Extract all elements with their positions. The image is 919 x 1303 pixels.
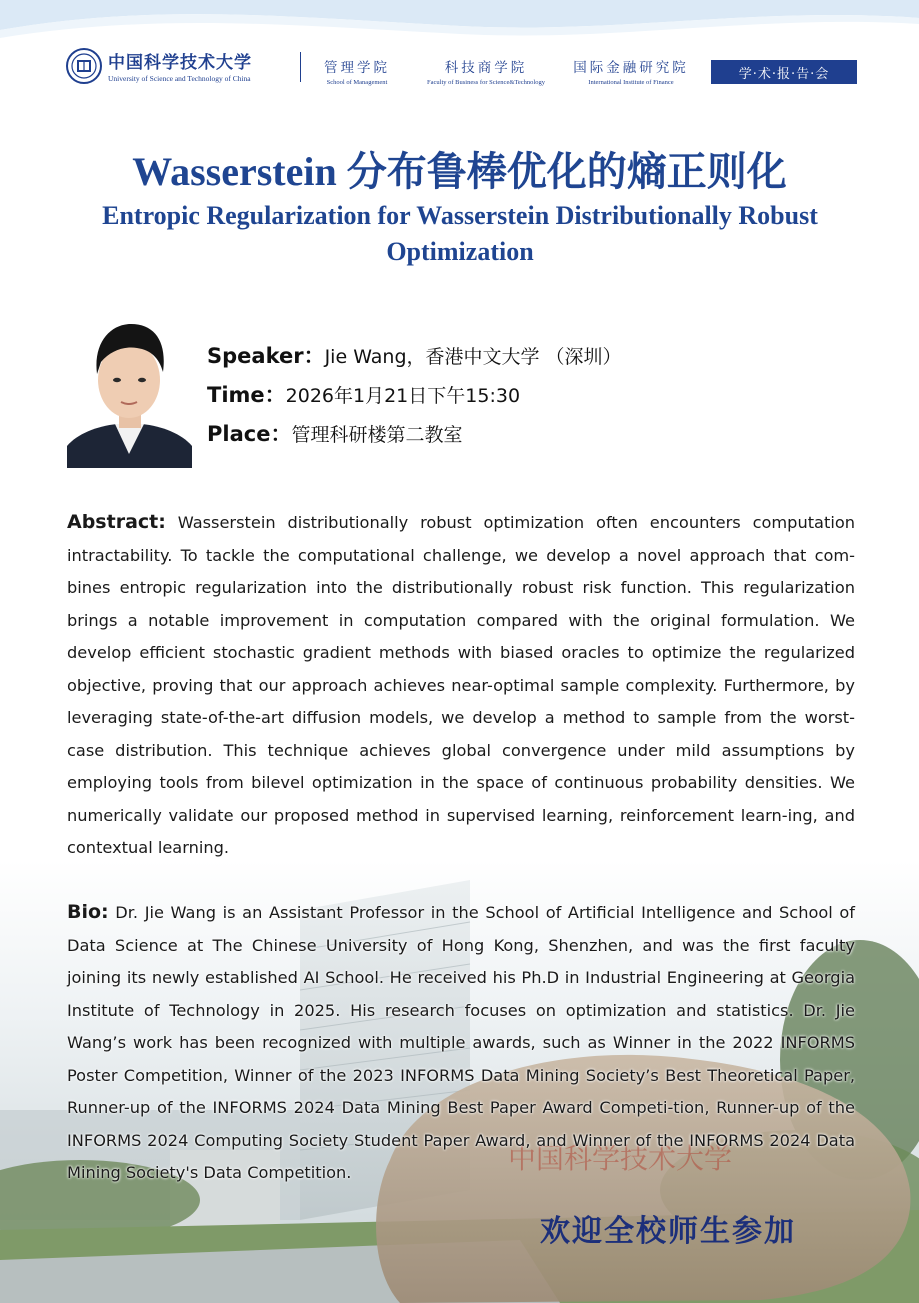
- page-title-en: Entropic Regularization for Wasserstein Distributionally Robust Optimization: [102, 201, 818, 266]
- department-name-cn: 科技商学院: [444, 60, 528, 76]
- department-name-en: School of Management: [326, 79, 388, 86]
- speaker-value: Jie Wang，香港中文大学 （深圳）: [324, 346, 622, 368]
- speaker-info: [207, 340, 847, 457]
- seminar-badge: 学·术·报·告·会: [711, 60, 857, 84]
- time-label: Time：: [207, 383, 286, 407]
- welcome-text: 欢迎全校师生参加: [540, 1214, 796, 1249]
- department-finance: [566, 56, 696, 86]
- abstract-label: Abstract:: [67, 511, 166, 533]
- abstract-text: Wasserstein distributionally robust optimization often encounters computation intractability. To tackle the computational challenge, we develop a novel approach that com-bines entropic regularization into the distributionally robust risk function. This regularization brings a notable improvement in computation compared with the original formulation. We develop efficient stochastic gradient methods with biased oracles to optimize the regularized objective, proving that our approach achieves near-optimal sample complexity. Furthermore, by leveraging state-of-the-art diffusion models, we develop a method to sample from the worst-case distribution. This technique achieves global convergence under mild assumptions by employing tools from bilevel optimization in the space of continuous probability densities. We numerically validate our proposed method in supervised learning, reinforcement learn-ing, and contextual learning.: [67, 513, 855, 857]
- bio-section: [67, 896, 855, 1190]
- department-name-en: International Institute of Finance: [588, 79, 674, 86]
- header-bar: [66, 46, 858, 88]
- university-name: [108, 48, 318, 83]
- place-value: 管理科研楼第二教室: [291, 424, 463, 446]
- department-business: [411, 56, 561, 86]
- ustc-emblem-icon: [66, 48, 102, 84]
- page-title-cn: Wasserstein 分布鲁棒优化的熵正则化: [132, 149, 787, 194]
- abstract-section: [67, 506, 855, 865]
- university-name-cn: 中国科学技术大学: [108, 53, 252, 73]
- bio-text: Dr. Jie Wang is an Assistant Professor in the School of Artificial Intelligence and School of Data Science at The Chinese University of Hong Kong, Shenzhen, and was the first faculty joining its newly established AI School. He received his Ph.D in Industrial Engineering at Georgia Institute of Technology in 2025. His research focuses on optimization and statistics. Dr. Jie Wang’s work has been recognized with multiple awards, such as Winner in the 2022 INFORMS Poster Competition, Winner of the 2023 INFORMS Data Mining Society’s Best Theoretical Paper, Runner-up of the INFORMS 2024 Data Mining Best Paper Award Competi-tion, Runner-up of the INFORMS 2024 Computing Society Student Paper Award, and Winner of the INFORMS 2024 Data Mining Society's Data Competition.: [67, 903, 855, 1182]
- university-name-en: University of Science and Technology of China: [108, 74, 251, 83]
- department-name-en: Faculty of Business for Science&Technology: [427, 79, 545, 86]
- speaker-photo: [67, 314, 192, 468]
- place-row: [207, 418, 847, 457]
- department-management: [312, 56, 402, 86]
- speaker-label: Speaker：: [207, 344, 325, 368]
- department-name-cn: 管理学院: [324, 60, 390, 76]
- department-name-cn: 国际金融研究院: [573, 60, 689, 76]
- speaker-row: [207, 340, 847, 379]
- svg-text:中国科学技术大学: 中国科学技术大学: [507, 1142, 733, 1175]
- place-label: Place：: [207, 422, 292, 446]
- time-row: [207, 379, 847, 418]
- time-value: 2026年1月21日下午15:30: [285, 385, 521, 407]
- header-divider: [300, 52, 301, 82]
- bio-label: Bio:: [67, 901, 109, 923]
